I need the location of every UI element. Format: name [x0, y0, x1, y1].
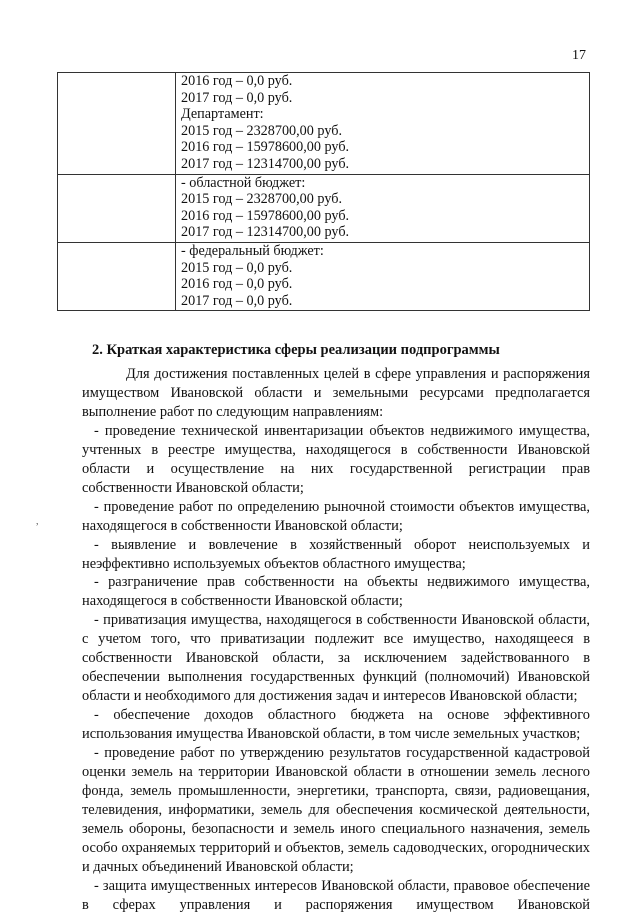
table-line: - федеральный бюджет: [181, 242, 324, 259]
funding-table [57, 72, 590, 311]
table-cell-funding [176, 73, 590, 175]
list-item: - защита имущественных интересов Ивановской области, правовое обеспечение в сферах управления и распоряжения имуществом Ивановской [82, 877, 590, 913]
table-line: 2016 год – 0,0 руб. [181, 276, 293, 293]
table-cell-empty [58, 242, 176, 310]
table-row [58, 73, 590, 175]
table-line: 2016 год – 15978600,00 руб. [181, 139, 350, 156]
intro-paragraph: Для достижения поставленных целей в сфере управления и распоряжения имуществом Ивановской области и земельными ресурсами предполагается выполнение работ по следующим направлениям: [82, 366, 590, 420]
table-cell-empty [58, 174, 176, 242]
list-item: - разграничение прав собственности на объекты недвижимого имущества, находящегося в собственности Ивановской области; [82, 574, 590, 610]
table-line: 2017 год – 0,0 руб. [181, 89, 293, 106]
table-row [58, 242, 590, 310]
table-line: 2016 год – 0,0 руб. [181, 73, 293, 89]
table-line: 2017 год – 0,0 руб. [181, 292, 293, 309]
list-item: - приватизация имущества, находящегося в собственности Ивановской области, с учетом того, что приватизации подлежит все имущество, находящееся в собственности Ивановской области, за исключением задействованного в обеспечении выполнения государственных функций (полномочий) Ивановской области и необходимого для достижения задач и интересов Ивановской области; [82, 612, 590, 705]
table-line: 2015 год – 0,0 руб. [181, 259, 293, 276]
table-line: 2017 год – 12314700,00 руб. [181, 155, 350, 172]
table-cell-regional-budget [176, 174, 590, 242]
table-cell-empty [58, 73, 176, 175]
section-body [82, 365, 590, 915]
table-line: 2016 год – 15978600,00 руб. [181, 207, 350, 224]
table-line: 2015 год – 2328700,00 руб. [181, 191, 342, 208]
list-item: - проведение работ по определению рыночной стоимости объектов имущества, находящегося в собственности Ивановской области; [82, 498, 590, 534]
list-item: - проведение работ по утверждению результатов государственной кадастровой оценки земель на территории Ивановской области в отношении земель лесного фонда, земель промышленности, энергетики, транспорта, связи, радиовещания, телевидения, информатики, земель для обеспечения космической деятельности, земель обороны, безопасности и земель иного специального назначения, земель особо охраняемых территорий и объектов, земель садоводческих, огороднических и дачных объединений Ивановской области; [82, 745, 590, 875]
list-item: - выявление и вовлечение в хозяйственный оборот неиспользуемых и неэффективно используемых объектов областного имущества; [82, 536, 590, 572]
section-heading: 2. Краткая характеристика сферы реализации подпрограммы [92, 342, 500, 358]
list-item: - проведение технической инвентаризации объектов недвижимого имущества, учтенных в реестре имущества, находящегося в собственности Ивановской области и осуществление на них государственной регистрации прав собственности Ивановской области; [82, 422, 590, 496]
margin-mark: , [36, 516, 39, 527]
table-row [58, 174, 590, 242]
table-line: 2017 год – 12314700,00 руб. [181, 224, 350, 241]
table-cell-federal-budget [176, 242, 590, 310]
table-line: Департамент: [181, 106, 264, 123]
table-line: 2015 год – 2328700,00 руб. [181, 122, 342, 139]
page-number: 17 [572, 48, 586, 63]
list-item: - обеспечение доходов областного бюджета на основе эффективного использования имущества Ивановской области, в том числе земельных участков; [82, 707, 590, 743]
table-line: - областной бюджет: [181, 174, 306, 191]
